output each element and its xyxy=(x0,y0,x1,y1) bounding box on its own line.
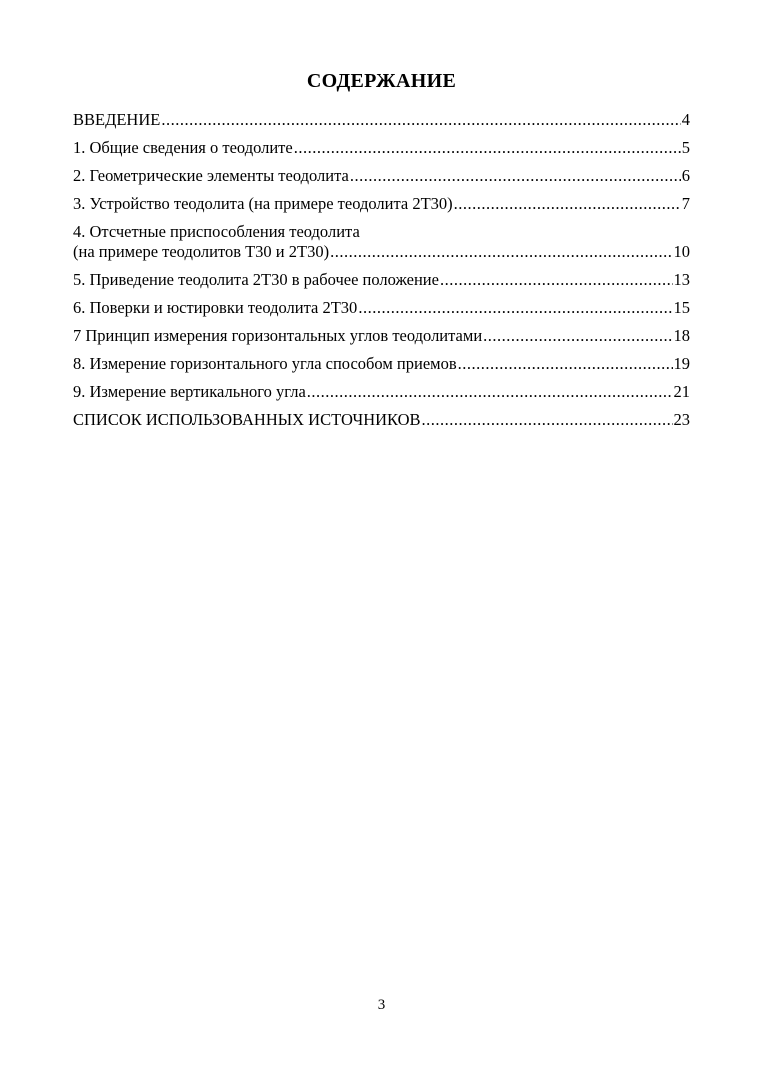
toc-line xyxy=(73,110,690,130)
page-number: 3 xyxy=(377,997,386,1013)
toc-entry-page: 23 xyxy=(673,410,690,429)
toc-entry xyxy=(73,382,690,402)
toc-line xyxy=(73,138,690,158)
toc-entry-title: 6. Поверки и юстировки теодолита 2Т30 xyxy=(73,298,358,317)
toc-line xyxy=(73,270,690,290)
toc-line xyxy=(73,242,690,262)
toc-dot-leader xyxy=(483,326,672,346)
toc-entry-title-first-line: 4. Отсчетные приспособления теодолита xyxy=(73,222,360,241)
toc-entry-page: 4 xyxy=(681,110,690,129)
toc-dot-leader xyxy=(307,382,673,402)
toc-line xyxy=(73,298,690,318)
toc-entry xyxy=(73,222,690,262)
toc-entry-title: 9. Измерение вертикального угла xyxy=(73,382,306,401)
toc-line xyxy=(73,410,690,430)
toc-entry-title: 1. Общие сведения о теодолите xyxy=(73,138,293,157)
toc-entry-page: 13 xyxy=(673,270,690,289)
toc-dot-leader xyxy=(161,110,680,130)
toc-entry xyxy=(73,270,690,290)
toc-entry-page: 6 xyxy=(681,166,690,185)
table-of-contents xyxy=(73,110,690,438)
toc-entry-page: 7 xyxy=(681,194,690,213)
toc-entry-page: 5 xyxy=(681,138,690,157)
toc-entry-title: СПИСОК ИСПОЛЬЗОВАННЫХ ИСТОЧНИКОВ xyxy=(73,410,421,429)
toc-line xyxy=(73,382,690,402)
toc-entry-title: 2. Геометрические элементы теодолита xyxy=(73,166,349,185)
toc-entry-title: 8. Измерение горизонтального угла способом приемов xyxy=(73,354,457,373)
toc-line xyxy=(73,326,690,346)
toc-entry-page: 19 xyxy=(673,354,690,373)
page-title: СОДЕРЖАНИЕ xyxy=(306,70,457,92)
toc-dot-leader xyxy=(440,270,673,290)
toc-entry xyxy=(73,110,690,130)
toc-entry-title: ВВЕДЕНИЕ xyxy=(73,110,161,129)
toc-line xyxy=(73,354,690,374)
toc-line xyxy=(73,166,690,186)
toc-entry xyxy=(73,298,690,318)
toc-entry xyxy=(73,194,690,214)
toc-dot-leader xyxy=(458,354,673,374)
toc-entry xyxy=(73,326,690,346)
toc-entry-page: 10 xyxy=(673,242,690,261)
toc-dot-leader xyxy=(330,242,672,262)
toc-entry xyxy=(73,166,690,186)
toc-dot-leader xyxy=(350,166,681,186)
toc-entry xyxy=(73,354,690,374)
toc-entry-title: 3. Устройство теодолита (на примере теодолита 2Т30) xyxy=(73,194,453,213)
toc-line xyxy=(73,194,690,214)
toc-dot-leader xyxy=(422,410,673,430)
toc-entry-page: 18 xyxy=(673,326,690,345)
toc-entry-title: (на примере теодолитов Т30 и 2Т30) xyxy=(73,242,330,261)
toc-dot-leader xyxy=(358,298,672,318)
toc-entry-title: 7 Принцип измерения горизонтальных углов теодолитами xyxy=(73,326,483,345)
toc-entry-title: 5. Приведение теодолита 2Т30 в рабочее положение xyxy=(73,270,439,289)
toc-entry-page: 21 xyxy=(673,382,690,401)
toc-dot-leader xyxy=(454,194,681,214)
toc-dot-leader xyxy=(294,138,681,158)
toc-entry-page: 15 xyxy=(673,298,690,317)
toc-entry xyxy=(73,410,690,430)
toc-entry xyxy=(73,138,690,158)
